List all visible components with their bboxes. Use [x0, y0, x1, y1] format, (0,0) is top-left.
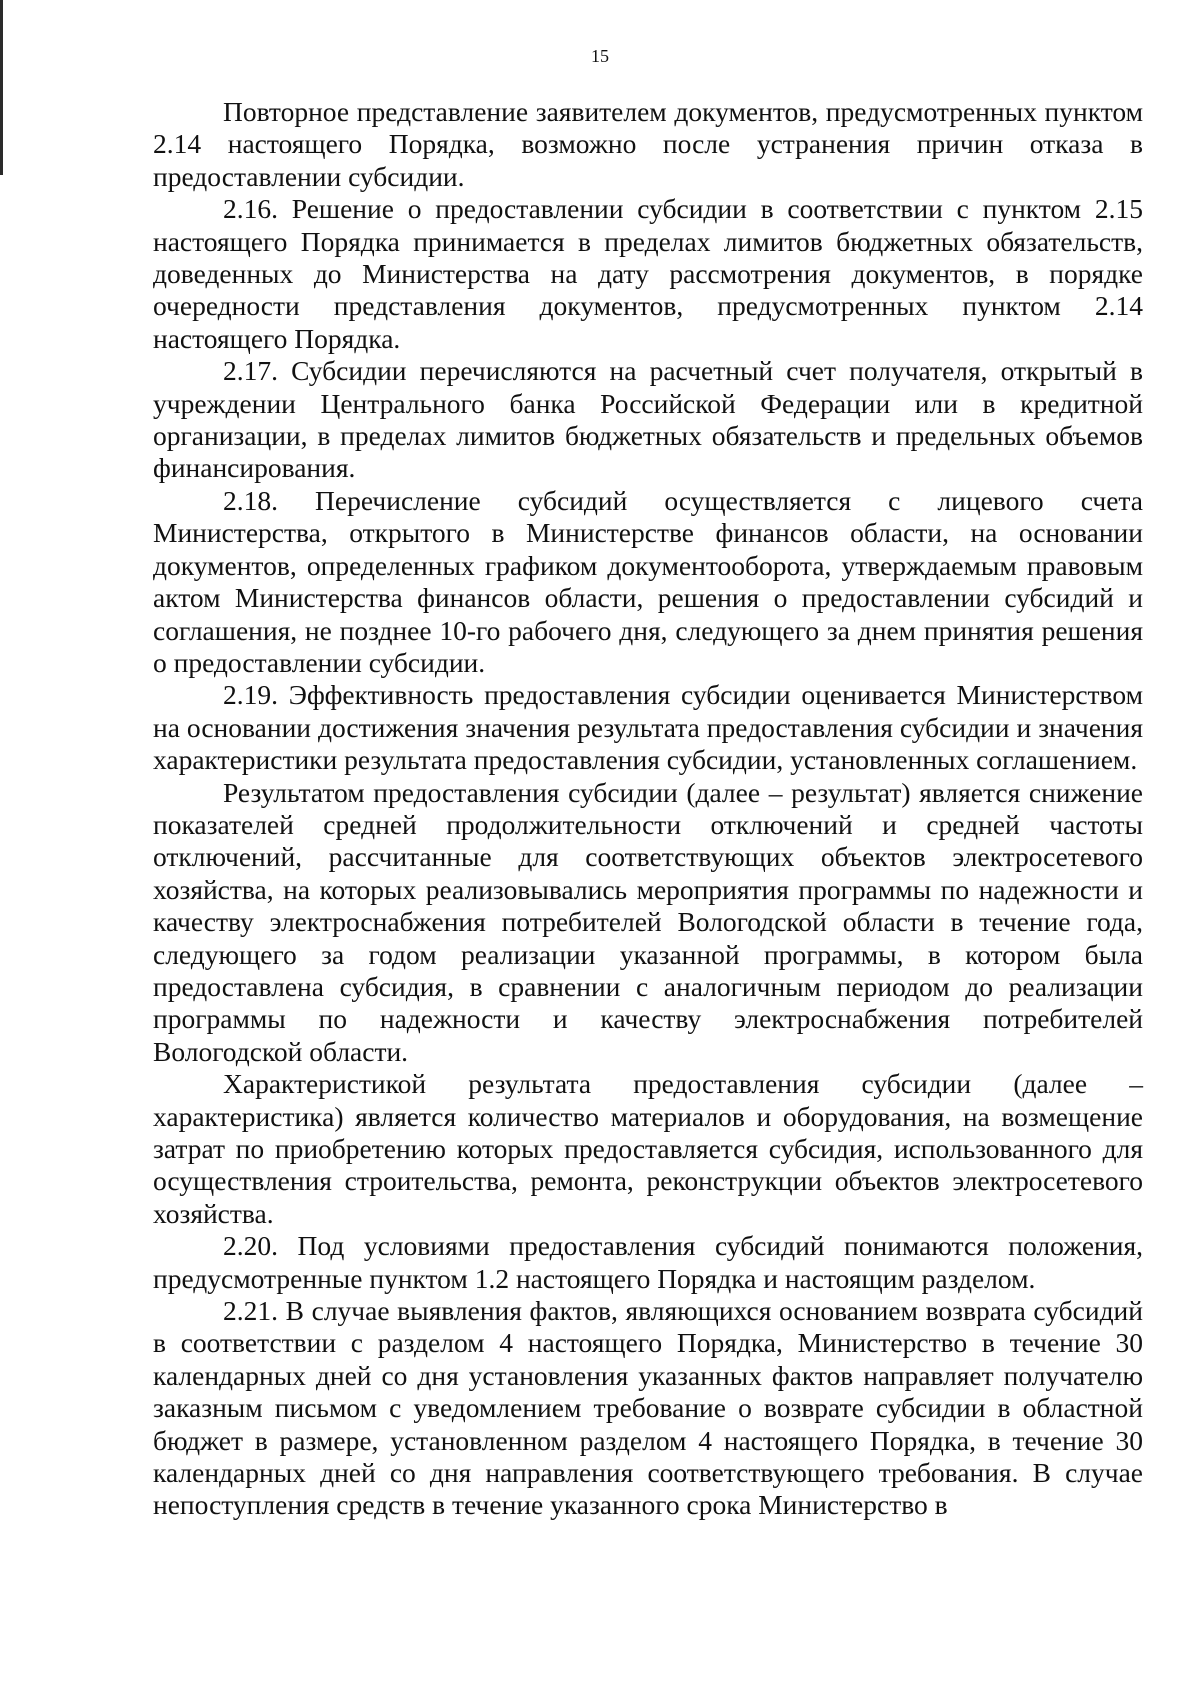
- paragraph-resubmission: Повторное представление заявителем документов, предусмотренных пунктом 2.14 настоящего Порядка, возможно после устранения причин отказа в предоставлении субсидии.: [153, 96, 1143, 192]
- paragraph-2-16: 2.16. Решение о предоставлении субсидии в соответствии с пунктом 2.15 настоящего Порядка принимается в пределах лимитов бюджетных обязательств, доведенных до Министерства на дату рассмотрения документов, в порядке очередности представления документов, предусмотренных пунктом 2.14 настоящего Порядка.: [153, 193, 1143, 354]
- paragraph-2-20: 2.20. Под условиями предоставления субсидий понимаются положения, предусмотренные пунктом 1.2 настоящего Порядка и настоящим разделом.: [153, 1230, 1143, 1294]
- paragraph-2-19: 2.19. Эффективность предоставления субсидии оценивается Министерством на основании достижения значения результата предоставления субсидии и значения характеристики результата предоставления субсидии, установленных соглашением.: [153, 679, 1143, 776]
- scan-left-edge: [0, 0, 3, 175]
- paragraph-result: Результатом предоставления субсидии (далее – результат) является снижение показателей средней продолжительности отключений и средней частоты отключений, рассчитанные для соответствующих объектов электросетевого хозяйства, на которых реализовывались мероприятия программы по надежности и качеству электроснабжения потребителей Вологодской области в течение года, следующего за годом реализации указанной программы, в котором была предоставлена субсидия, в сравнении с аналогичным периодом до реализации программы по надежности и качеству электроснабжения потребителей Вологодской области.: [153, 776, 1143, 1067]
- paragraph-2-21: 2.21. В случае выявления фактов, являющихся основанием возврата субсидий в соответствии с разделом 4 настоящего Порядка, Министерство в течение 30 календарных дней со дня установления указанных фактов направляет получателю заказным письмом с уведомлением требование о возврате субсидии в областной бюджет в размере, установленном разделом 4 настоящего Порядка, в течение 30 календарных дней со дня направления соответствующего требования. В случае непоступления средств в течение указанного срока Министерство в: [153, 1295, 1143, 1521]
- document-body: [153, 96, 1143, 1522]
- paragraph-characteristic: Характеристикой результата предоставления субсидии (далее – характеристика) является количество материалов и оборудования, на возмещение затрат по приобретению которых предоставляется субсидия, использованного для осуществления строительства, ремонта, реконструкции объектов электросетевого хозяйства.: [153, 1068, 1143, 1229]
- paragraph-2-18: 2.18. Перечисление субсидий осуществляется с лицевого счета Министерства, открытого в Министерстве финансов области, на основании документов, определенных графиком документооборота, утверждаемым правовым актом Министерства финансов области, решения о предоставлении субсидий и соглашения, не позднее 10-го рабочего дня, следующего за днем принятия решения о предоставлении субсидии.: [153, 484, 1143, 678]
- paragraph-2-17: 2.17. Субсидии перечисляются на расчетный счет получателя, открытый в учреждении Центрального банка Российской Федерации или в кредитной организации, в пределах лимитов бюджетных обязательств и предельных объемов финансирования.: [153, 355, 1143, 484]
- page-number: 15: [591, 46, 609, 66]
